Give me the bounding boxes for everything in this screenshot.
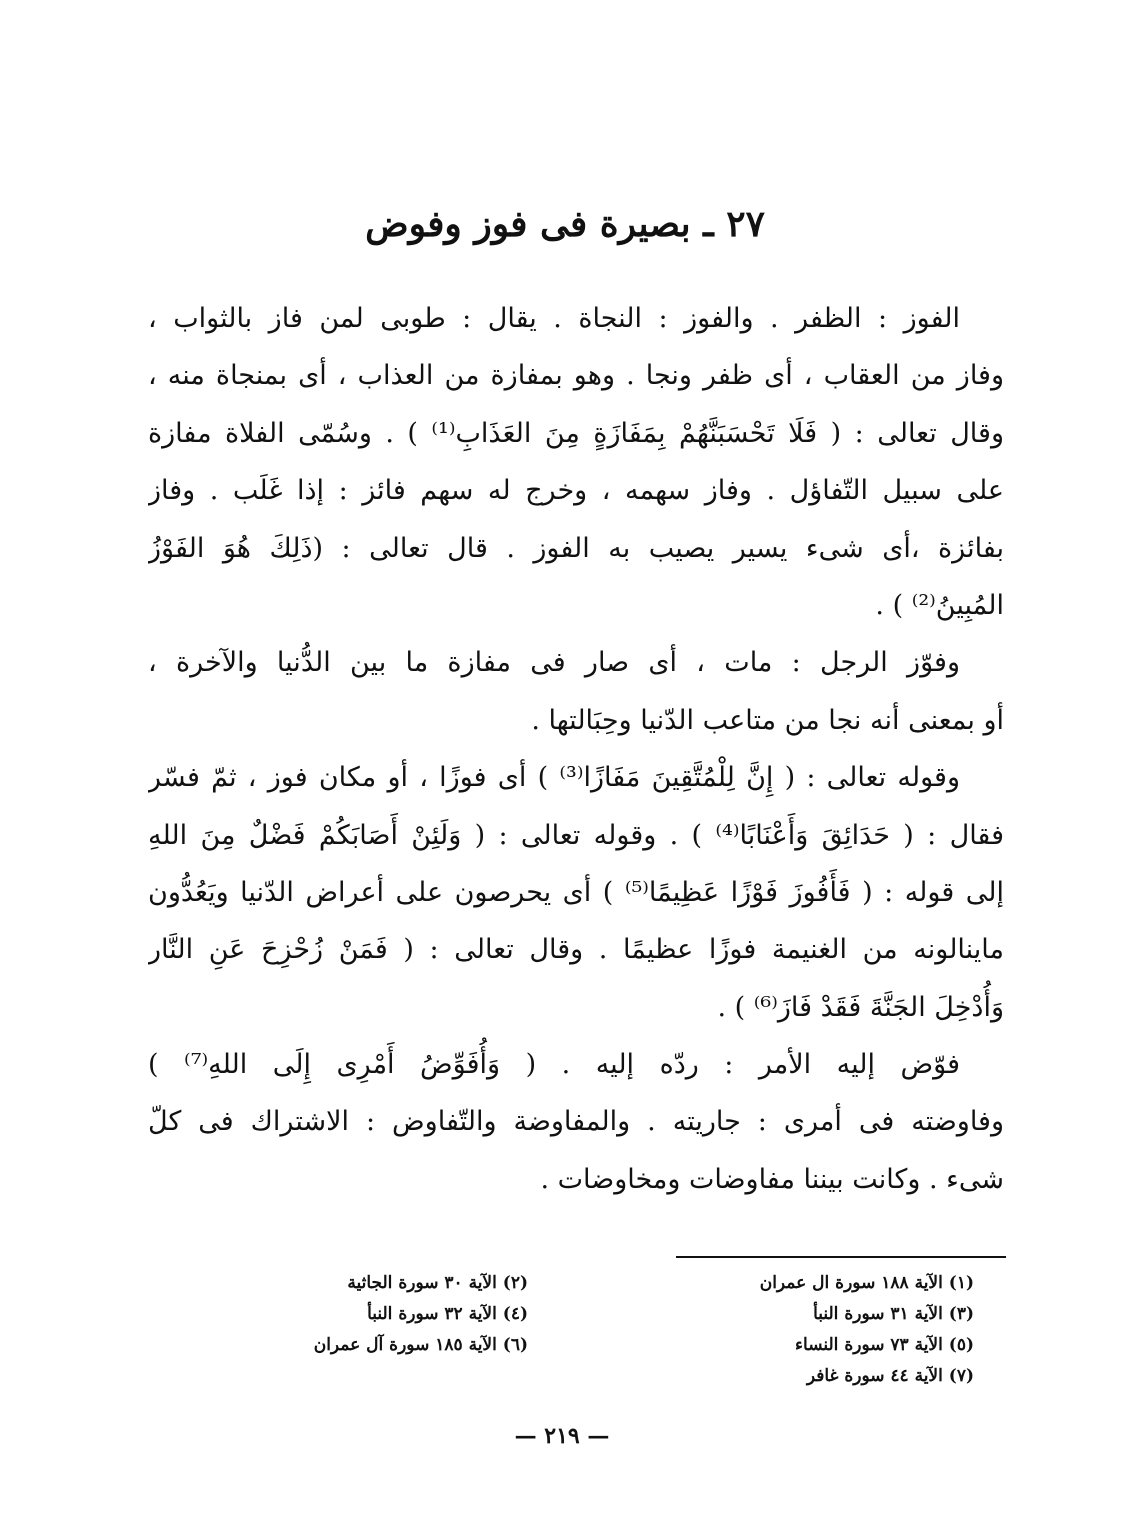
footnote: (٢) الآية ٣٠ سورة الجاثية (347, 1273, 528, 1293)
footnote: (١) الآية ١٨٨ سورة ال عمران (759, 1273, 974, 1293)
footnote: (٦) الآية ١٨٥ سورة آل عمران (313, 1335, 528, 1355)
body-line: شىء . وكانت بيننا مفاوضات ومخاوضات . (540, 1163, 1004, 1195)
body-line: المُبِينُ⁽²⁾ ) . (875, 589, 1004, 621)
body-line: الفوز : الظفر . والفوز : النجاة . يقال : طوبى لمن فاز بالثواب ، (148, 303, 960, 334)
body-line: فوّض إليه الأمر : ردّه إليه . ( وَأُفَوِّضُ أَمْرِى إِلَى اللهِ⁽⁷⁾ ) (148, 1049, 961, 1081)
body-line: وَأُدْخِلَ الجَنَّةَ فَقَدْ فَازَ⁽⁶⁾ ) . (717, 991, 1004, 1023)
footnote: (٥) الآية ٧٣ سورة النساء (795, 1335, 974, 1355)
footnote: (٣) الآية ٣١ سورة النبأ (813, 1304, 974, 1324)
body-line: وقال تعالى : ( فَلَا تَحْسَبَنَّهُمْ بِمَفَازَةٍ مِنَ العَذَابِ⁽¹⁾ ) . وسُمّى الفلاة مفازة (148, 417, 1004, 449)
body-line: وفاز من العقاب ، أى ظفر ونجا . وهو بمفازة من العذاب ، أى بمنجاة منه ، (148, 360, 1004, 392)
section-title: ٢٧ ـ بصيرة فى فوز وفوض (365, 203, 765, 245)
body-line: وفوّز الرجل : مات ، أى صار فى مفازة ما بين الدُّنيا والآخرة ، (148, 647, 960, 679)
body-line: بفائزة ،أى شىء يسير يصيب به الفوز . قال تعالى : (ذَلِكَ هُوَ الفَوْزُ (148, 532, 1004, 564)
footnotes-odd (654, 1268, 974, 1392)
footnotes-even (208, 1268, 528, 1361)
body-line: فقال : ( حَدَائِقَ وَأَعْنَابًا⁽⁴⁾ ) . وقوله تعالى : ( وَلَئِنْ أَصَابَكُمْ فَضْلٌ مِنَ اللهِ (148, 819, 1004, 851)
footnote: (٤) الآية ٣٢ سورة النبأ (367, 1304, 528, 1324)
page-number: — ٢١٩ — (514, 1423, 610, 1449)
body-line: على سبيل التّفاؤل . وفاز سهمه ، وخرج له سهم فائز : إذا غَلَب . وفاز (148, 475, 1004, 507)
body-line: وقوله تعالى : ( إِنَّ لِلْمُتَّقِينَ مَفَازًا⁽³⁾ ) أى فوزًا ، أو مكان فوز ، ثمّ فسّر (148, 762, 960, 794)
body-line: وفاوضته فى أمرى : جاريته . والمفاوضة والتّفاوض : الاشتراك فى كلّ (148, 1106, 1004, 1138)
footnote-divider (676, 1256, 1006, 1258)
body-line: إلى قوله : ( فَأَفُوزَ فَوْزًا عَظِيمًا⁽⁵⁾ ) أى يحرصون على أعراض الدّنيا ويَعُدُّون (148, 876, 1004, 908)
body-text (148, 290, 1004, 1208)
body-line: أو بمعنى أنه نجا من متاعب الدّنيا وحِبَالتها . (531, 704, 1004, 736)
body-line: ماينالونه من الغنيمة فوزًا عظيمًا . وقال تعالى : ( فَمَنْ زُحْزِحَ عَنِ النَّار (148, 934, 1004, 966)
footnote: (٧) الآية ٤٤ سورة غافر (806, 1366, 974, 1386)
